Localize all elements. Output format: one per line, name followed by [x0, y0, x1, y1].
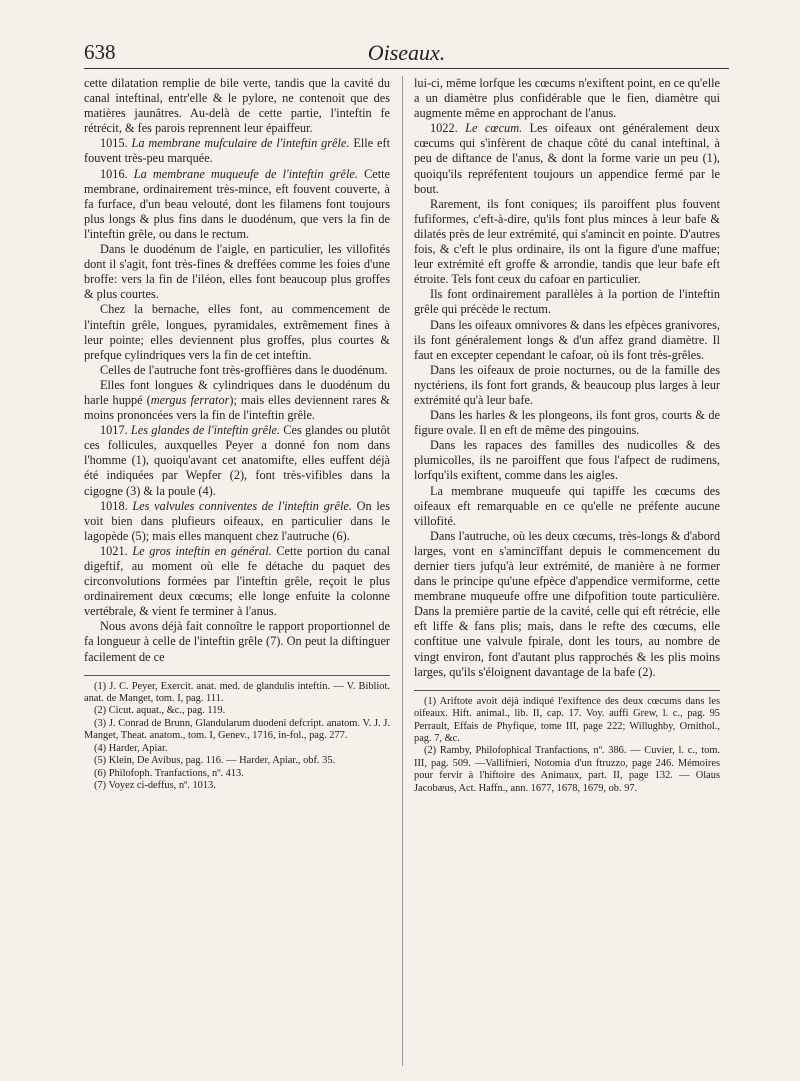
section-text: Elle eft fouvent très-peu marquée. [84, 136, 390, 166]
section-number: 1015. [100, 136, 128, 151]
paragraph: Celles de l'autruche font très-groffières dans le duodénum. [100, 362, 388, 377]
section-1016 [84, 167, 390, 242]
section-title: La membrane mufculaire de l'inteftin grêle. [131, 136, 350, 151]
section-title: La membrane muqueufe de l'inteftin grêle. [133, 166, 358, 181]
section-text: Cette membrane, ordinairement très-mince, eft fouvent couverte, à fa furface, d'un beau velouté, dont les filamens font toujours plus longs & plus fins dans le duodénum, que vers la fin de l'inteftin grêle, ou dans le rectum. [84, 166, 391, 241]
page-number: 638 [84, 40, 116, 64]
section-1017 [84, 423, 390, 498]
footnote: (3) J. Conrad de Brunn, Glandularum duodeni defcript. anatom. V. J. J. Manget, Theat. anatom., tom. I, Genev., 1716, in-fol., pag. 277. [84, 717, 390, 742]
footnotes [84, 675, 390, 793]
section-number: 1022. [430, 121, 458, 136]
paragraph: Dans les rapaces des familles des nudicolles & des plumicolles, ils ne paroiffent que fous l'afpect de rudimens, lorfqu'ils exiftent, comme dans les aigles. [414, 438, 720, 483]
paragraph: lui-ci, même lorfque les cœcums n'exiftent point, en ce qu'elle a un diamètre plus confidérable que le fien, diamètre qui augmente même en approchant de l'anus. [414, 76, 720, 121]
left-column [84, 76, 390, 792]
section-1015 [84, 136, 390, 166]
section-text: Les oifeaux ont généralement deux cœcums qui s'infèrent de chaque côté du canal inteftinal, à peu de diftance de l'anus, & dont la forme varie un peu (1), quoiqu'ils repréfentent toujours un appendice fermé par le bout. [414, 121, 721, 196]
section-number: 1021. [100, 543, 128, 558]
text-run: Elles font longues & cylindriques dans le duodénum du harle huppé ( [84, 377, 390, 407]
paragraph: Dans l'autruche, où les deux cœcums, très-longs & d'abord larges, vont en s'amincïffant depuis le commencement du dernier tiers jufqu'à leur extrémité, de manière à ne former dans le principe qu'une efpèce d'appendice vermiforme, cette membrane muqueufe offre une difpofition toute particulière. Dans la première partie de la cavité, celle qui eft rétrécie, elle eft liffe & fans plis; mais, dans le refte des cœcums, elle conftitue une valvule fpirale, dont les tours, au nombre de vingt environ, font d'autant plus rapprochés & les plis moins larges, qu'ils s'éloignent davantage de la bafe (2). [414, 528, 720, 679]
right-column [414, 76, 720, 795]
section-title: Le cœcum. [465, 121, 523, 136]
species-name: mergus ferrator [150, 392, 230, 407]
paragraph: cette dilatation remplie de bile verte, tandis que la cavité du canal inteftinal, entr'elle & le pylore, ne contenoit que des matières jaunâtres. Au-delà de cette partie, l'inteftin fe rétrécit, & fes parois reprennent leur épaiffeur. [84, 76, 390, 136]
page-header [84, 40, 729, 68]
column-separator [402, 76, 403, 1066]
paragraph: La membrane muqueufe qui tapiffe les cœcums des oifeaux eft remarquable en ce qu'elle ne préfente aucune villofité. [414, 483, 720, 528]
text-run: ); mais elles deviennent rares & moins prononcées vers la fin de l'inteftin grêle. [84, 392, 390, 423]
section-number: 1018. [100, 498, 128, 513]
section-text: Ces glandes ou plutôt ces follicules, auxquelles Peyer a donné fon nom dans l'homme (1), quoiqu'avant cet anatomifte, elles euffent déjà été indiquées par Wepfer (2), font très-vifibles dans la cigogne (3) & la poule (4). [84, 423, 391, 498]
footnote: (1) Ariftote avoit déjà indiqué l'exiftence des deux cœcums dans les oifeaux. Hift. animal., lib. II, cap. 17. Voy. auffi Grew, l. c., pag. 95 Perrault, Effais de Phyfique, tome III, page 222; Willughby, Ornithol., pag. 7, &c. [414, 695, 720, 744]
section-1022 [414, 121, 720, 196]
running-title: Oiseaux. [367, 40, 446, 65]
paragraph: Dans les harles & les plongeons, ils font gros, courts & de figure ovale. Il en eft de même des pingouins. [414, 408, 720, 438]
paragraph: Dans les oifeaux omnivores & dans les efpèces granivores, ils font généralement longs & d'un affez grand diamètre. Il faut en excepter cependant le cafoar, où ils font très-grêles. [414, 317, 720, 362]
section-number: 1017. [100, 423, 128, 438]
paragraph [84, 378, 390, 423]
footnote: (5) Klein, De Avibus, pag. 116. — Harder, Apiar., obf. 35. [94, 755, 336, 767]
footnote: (2) Ramby, Philofophical Tranfactions, nº. 386. — Cuvier, l. c., tom. III, pag. 509. —Vallifnieri, Notomia d'un ftruzzo, page 246. Mémoires pour fervir à l'hiftoire des Animaux, part. II, page 132. — Olaus Jacobæus, Act. Haffn., ann. 1677, 1678, 1679, ob. 97. [414, 745, 720, 794]
footnote: (2) Cicut. aquat., &c., pag. 119. [94, 705, 226, 717]
paragraph: Dans le duodénum de l'aigle, en particulier, les villofités dont il s'agit, font très-fines & dreffées comme les foies d'une broffe: vers la fin de l'iléon, elles font beaucoup plus groffes & plus courtes. [84, 242, 390, 302]
section-text: On les voit bien dans plufieurs oifeaux, en particulier dans le lagopède (5); mais elles manquent chez l'autruche (6). [84, 498, 390, 543]
footnote: (7) Voyez ci-deffus, nº. 1013. [94, 779, 216, 791]
footnotes [414, 690, 720, 795]
section-number: 1016. [100, 166, 128, 181]
section-title: Le gros inteftin en général. [132, 543, 272, 558]
section-title: Les glandes de l'inteftin grêle. [130, 423, 281, 438]
section-text: Cette portion du canal digeftif, au moment où elle fe détache du paquet des circonvolutions formées par l'inteftin grêle, reçoit le plus ordinairement deux cœcums; elle longe enfuite la colonne vertébrale, & vient fe terminer à l'anus. [84, 543, 391, 619]
section-1018 [84, 499, 390, 544]
paragraph: Chez la bernache, elles font, au commencement de l'inteftin grêle, longues, pyramidales, extrêmement fines à leur pointe; elles deviennent plus groffes, plus courtes & prefque cylindriques vers la fin de cet inteftin. [84, 302, 390, 362]
footnote: (6) Philofoph. Tranfactions, nº. 413. [94, 767, 244, 779]
section-1021 [84, 544, 390, 619]
section-title: Les valvules conniventes de l'inteftin grêle. [132, 498, 352, 513]
paragraph: Rarement, ils font coniques; ils paroiffent plus fouvent fufiformes, c'eft-à-dire, qu'ils font plus minces à leur bafe & dilatés près de leur extrémité, qui s'amincit en pointe. D'autres fois, & c'eft le plus ordinaire, ils ont la figure d'une maffue; leur extrémité eft groffe & arrondie, tandis que leur bafe eft étroite. Tels font ceux du cafoar en particulier. [414, 196, 720, 287]
footnote: (4) Harder, Apiar. [94, 742, 168, 754]
paragraph: Dans les oifeaux de proie nocturnes, ou de la famille des nyctériens, ils font fort grands, & beaucoup plus larges à leur extrémité qu'à leur bafe. [414, 362, 720, 407]
paragraph: Nous avons déjà fait connoître le rapport proportionnel de fa longueur à celle de l'inteftin grêle (7). On peut la diftinguer facilement de ce [84, 619, 390, 664]
paragraph: Ils font ordinairement parallèles à la portion de l'inteftin grêle qui précède le rectum. [414, 287, 720, 317]
footnote: (1) J. C. Peyer, Exercit. anat. med. de glandulis inteftin. — V. Bibliot. anat. de Manget, tom. I, pag. 111. [84, 680, 390, 705]
header-rule [84, 68, 729, 69]
